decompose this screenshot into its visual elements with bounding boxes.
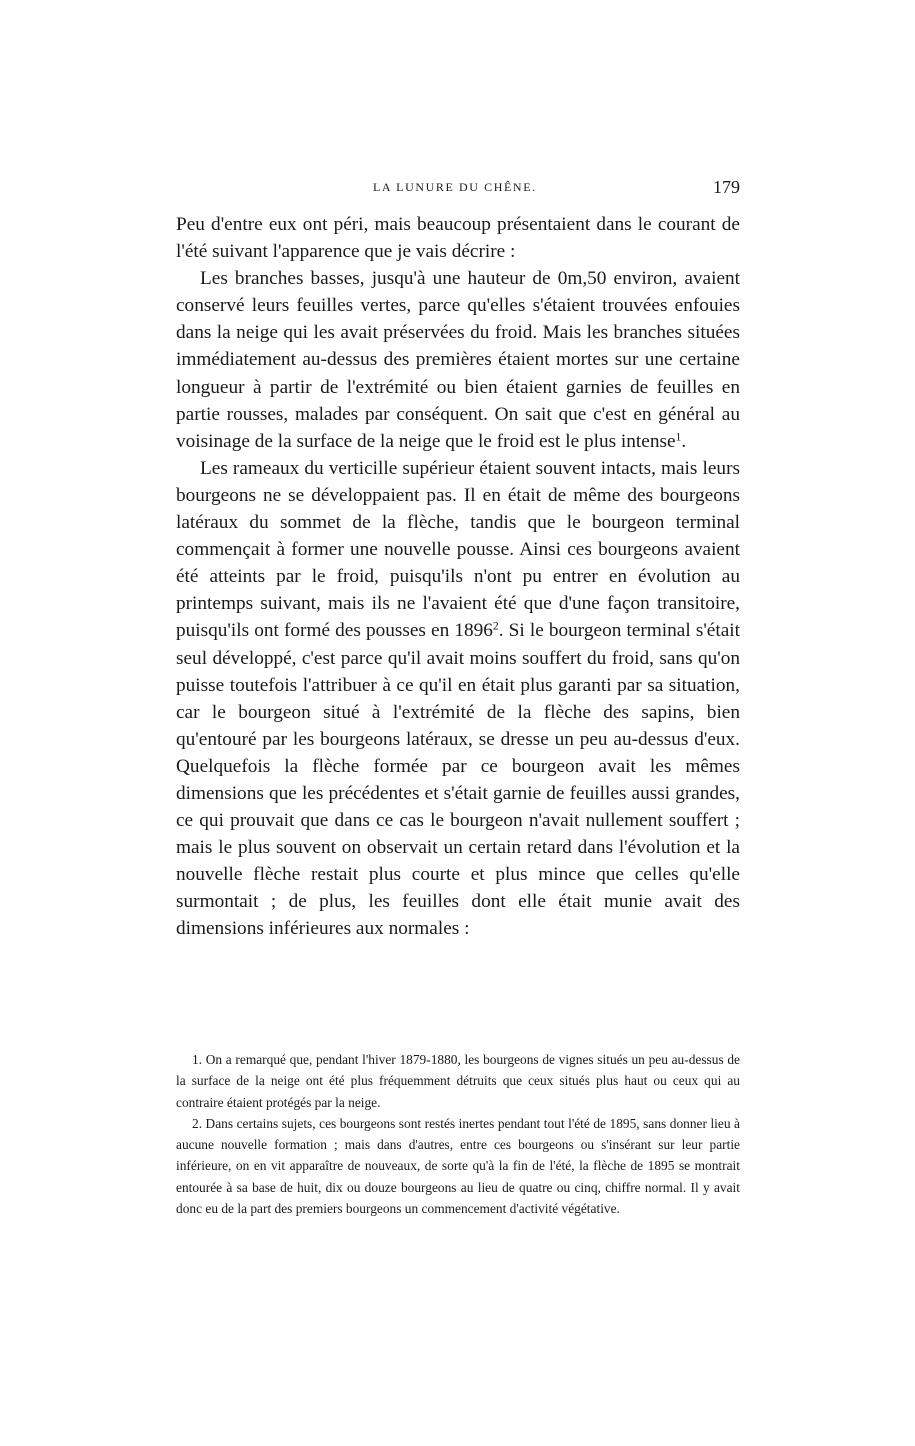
footnote-ref-1[interactable]: 1 xyxy=(675,430,682,444)
page-number: 179 xyxy=(713,177,740,197)
paragraph-3: Les rameaux du verticille supérieur étaient souvent intacts, mais leurs bourgeons ne se développaient pas. Il en était de même des bourgeons latéraux du sommet de la flèche, tandis que le bourgeon terminal commençait à former une nouvelle pousse. Ainsi ces bourgeons avaient été atteints par le froid, puisqu'ils n'ont pu entrer en évolution au printemps suivant, mais ils ne l'avaient été que d'une façon transitoire, puisqu'ils ont formé des pousses en 1896$^2$. Si le bourgeon terminal s'était seul développé, c'est parce qu'il avait moins souffert du froid, sans qu'on puisse toutefois l'attribuer à ce qu'il en était plus garanti par sa situation, car le bourgeon situé à l'extrémité de la flèche des sapins, bien qu'entouré par les bourgeons latéraux, se dresse un peu au-dessus d'eux. Quelquefois la flèche formée par ce bourgeon avait les mêmes dimensions que les précédentes et s'était garnie de feuilles aussi grandes, ce qui prouvait que dans ce cas le bourgeon n'avait nullement souffert ; mais le plus souvent on observait un certain retard dans l'évolution et la nouvelle flèche restait plus courte et plus mince que celles qu'elle surmontait ; de plus, les feuilles dont elle était munie avait des dimensions inférieures aux normales : xyxy=(176,457,740,940)
paragraph-2: Les branches basses, jusqu'à une hauteur de 0m,50 environ, avaient conservé leurs feuilles vertes, parce qu'elles s'étaient trouvées enfouies dans la neige qui les avait préservées du froid. Mais les branches situées immédiatement au-dessus des premières étaient mortes sur une certaine longueur à partir de l'extrémité ou bien étaient garnies de feuilles en partie rousses, malades par conséquent. On sait que c'est en général au voisinage de la surface de la neige que le froid est le plus intense$^1$. xyxy=(176,268,740,452)
footnote-1: 1. On a remarqué que, pendant l'hiver 1879-1880, les bourgeons de vignes situés un peu au-dessus de la surface de la neige ont été plus fréquemment détruits que ceux situés plus haut ou ceux qui au contraire étaient protégés par la neige. xyxy=(176,1052,740,1110)
running-head: LA LUNURE DU CHÊNE. xyxy=(373,180,537,194)
page-header xyxy=(175,177,740,199)
footnote-ref-2[interactable]: 2 xyxy=(492,620,499,634)
footnote-2: 2. Dans certains sujets, ces bourgeons sont restés inertes pendant tout l'été de 1895, sans donner lieu à aucune nouvelle formation ; mais dans d'autres, entre ces bourgeons ou s'insérant sur leur partie inférieure, on en vit apparaître de nouveaux, de sorte qu'à la fin de l'été, la flèche de 1895 se montrait entourée à sa base de huit, dix ou douze bourgeons au lieu de quatre ou cinq, chiffre normal. Il y avait donc eu de la part des premiers bourgeons un commencement d'activité végétative. xyxy=(176,1115,740,1217)
body-text xyxy=(176,211,740,943)
paragraph-1: Peu d'entre eux ont péri, mais beaucoup présentaient dans le courant de l'été suivant l'apparence que je vais décrire : xyxy=(176,214,740,263)
footnotes xyxy=(176,1049,740,1219)
